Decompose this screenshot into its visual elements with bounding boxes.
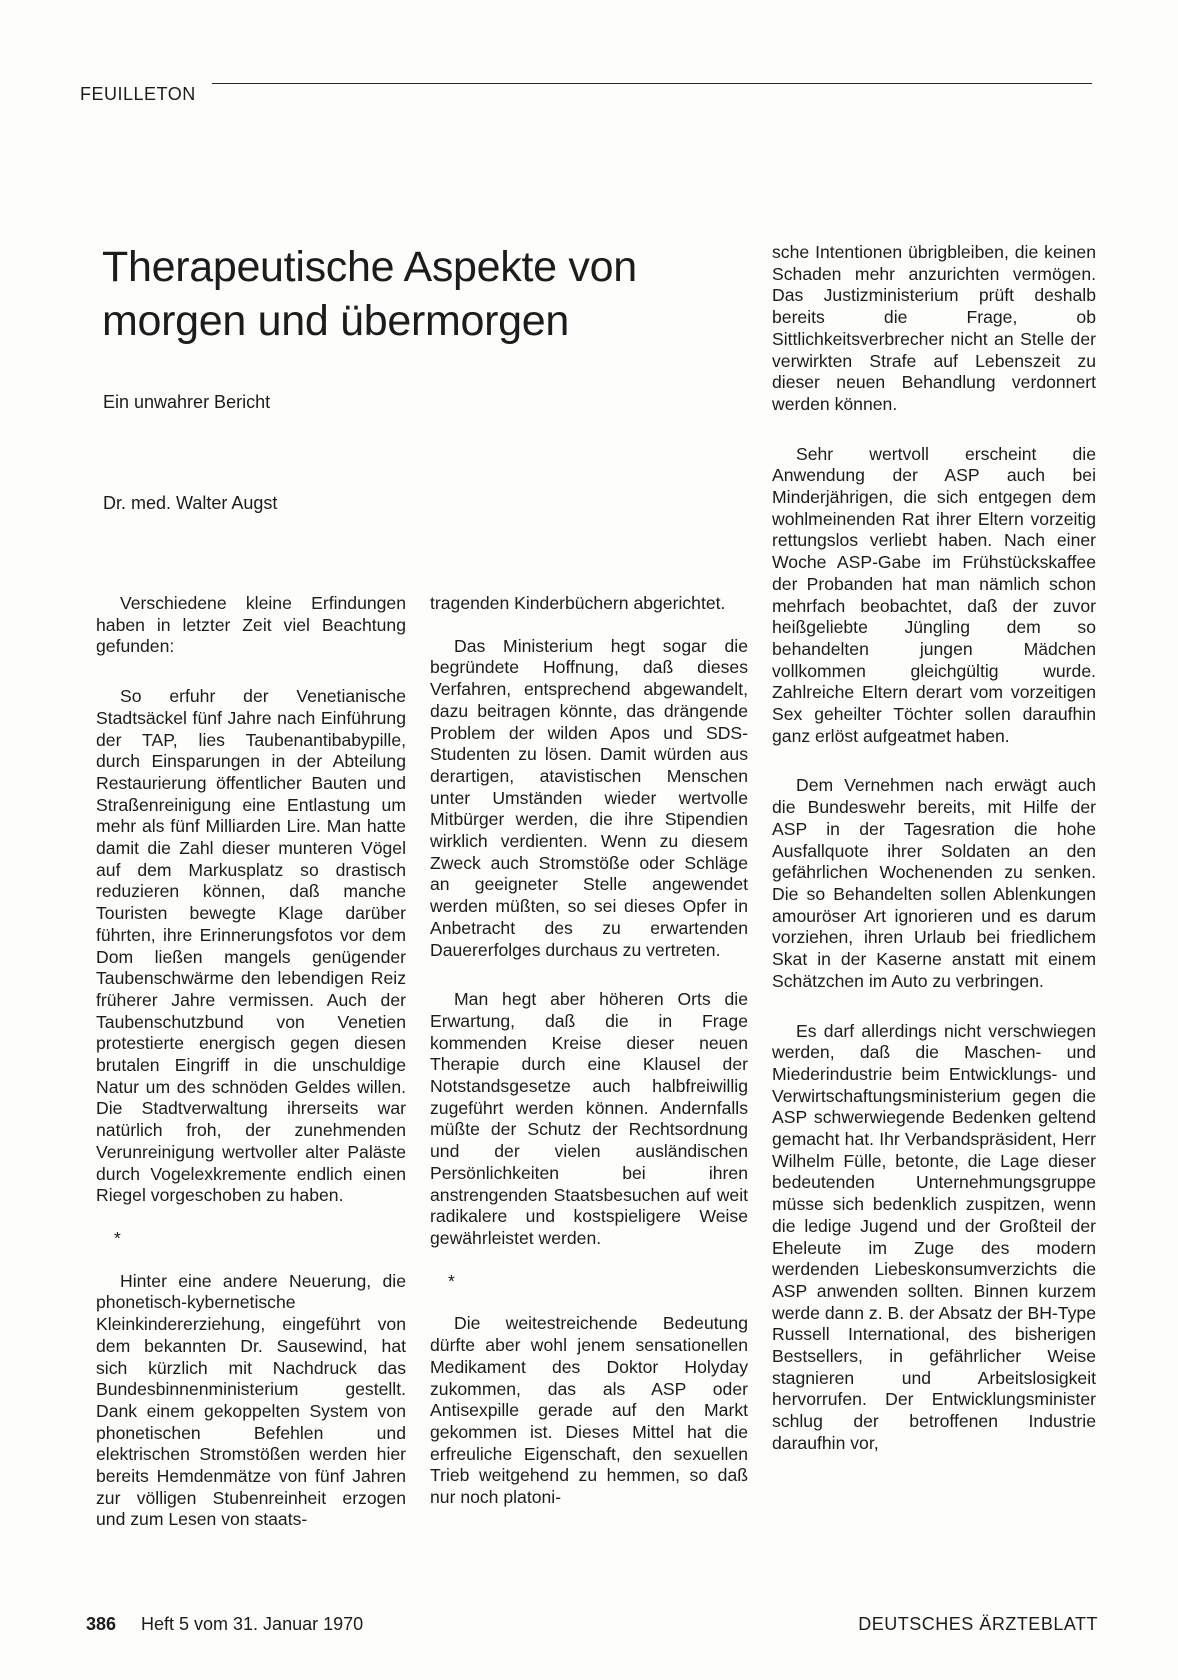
article-title: Therapeutische Aspekte von morgen und übermorgen (102, 243, 637, 345)
paragraph: tragenden Kinderbüchern abgerichtet. (430, 593, 726, 613)
paragraph: Die weitestreichende Bedeutung dürfte aber wohl jenem sensationellen Medikament des Doktor Holyday zukommen, das als ASP oder Antisexpille gerade auf den Markt gekommen ist. Dieses Mittel hat die erfreuliche Eigenschaft, den sexuellen Trieb weitgehend zu hemmen, so daß nur noch platoni- (430, 1313, 748, 1508)
header-rule (212, 83, 1092, 84)
section-separator: * (448, 1270, 455, 1291)
page-number: 386 (86, 1614, 117, 1634)
section-label: FEUILLETON (80, 84, 196, 104)
journal-name: DEUTSCHES ÄRZTEBLATT (858, 1614, 1098, 1634)
text-column-3 (772, 242, 1096, 1455)
section-separator: * (114, 1227, 121, 1248)
article-subtitle: Ein unwahrer Bericht (103, 392, 271, 412)
paragraph: Es darf allerdings nicht verschwiegen werden, daß die Maschen- und Miederindustrie beim Entwicklungs- und Verwirtschaftungsministerium gegen die ASP schwerwiegende Bedenken geltend gemacht hat. Ihr Verbandspräsident, Herr Wilhelm Fülle, betonte, die Lage dieser bedeutenden Unternehmungsgruppe müsse sich bedenklich zuspitzen, wenn die ledige Jugend und der Großteil der Eheleute im Zuge des modern werdenden Liebeskonsumverzichts die ASP anwenden sollten. Binnen kurzem werde dann z. B. der Absatz der BH-Type Russell International, des bisherigen Bestsellers, in gefährlicher Weise stagnieren und Arbeitslosigkeit hervorrufen. Der Entwicklungsminister schlug der betroffenen Industrie daraufhin vor, (772, 1020, 1096, 1453)
paragraph: Das Ministerium hegt sogar die begründete Hoffnung, daß dieses Verfahren, entsprechend abgewandelt, dazu beitragen könnte, das drängende Problem der wilden Apos und SDS-Studenten zu lösen. Damit würden aus derartigen, atavistischen Menschen unter Umständen wieder wertvolle Mitbürger werden, die ihre Stipendien wirklich verdienten. Wenn zu diesem Zweck auch Stromstöße oder Schläge an geeigneter Stelle angewendet werden müßten, so sei dieses Opfer in Anbetracht des zu erwartenden Dauererfolges durchaus zu vertreten. (430, 635, 748, 960)
paragraph: Dem Vernehmen nach erwägt auch die Bundeswehr bereits, mit Hilfe der ASP in der Tagesration die hohe Ausfallquote ihrer Soldaten an den gefährlichen Wochenenden zu senken. Die so Behandelten sollen Ablenkungen amouröser Art ignorieren und es darum vorziehen, ihren Urlaub bei friedlichem Skat in der Kaserne anstatt mit einem Schätzchen im Auto zu verbringen. (772, 775, 1096, 991)
paragraph: sche Intentionen übrigbleiben, die keinen Schaden mehr anzurichten vermögen. Das Justizministerium prüft deshalb bereits die Frage, ob Sittlichkeitsverbrecher nicht an Stelle der verwirkten Strafe auf Lebenszeit zu dieser neuen Behandlung verdonnert werden können. (772, 242, 1096, 414)
paragraph: So erfuhr der Venetianische Stadtsäckel fünf Jahre nach Einführung der TAP, lies Taubenantibabypille, durch Einsparungen in der Abteilung Restaurierung öffentlicher Bauten und Straßenreinigung eine Entlastung um mehr als fünf Milliarden Lire. Man hatte damit die Zahl dieser munteren Vögel auf dem Markusplatz so drastisch reduzieren können, daß manche Touristen bewegte Klage darüber führten, ihre Erinnerungsfotos vor dem Dom ließen mangels genügender Taubenschwärme den lebendigen Reiz früherer Jahre vermissen. Auch der Taubenschutzbund von Venetien protestierte energisch gegen diesen brutalen Eingriff in die unschuldige Natur um des schnöden Geldes willen. Die Stadtverwaltung ihrerseits war natürlich froh, der zunehmenden Verunreinigung wertvoller alter Paläste durch Vogelexkremente endlich einen Riegel vorgeschoben zu haben. (96, 686, 406, 1206)
paragraph: Man hegt aber höheren Orts die Erwartung, daß die in Frage kommenden Kreise dieser neuen Therapie durch eine Klausel der Notstandsgesetze auch halbfreiwillig zugeführt werden können. Andernfalls müßte der Schutz der Rechtsordnung und der vielen ausländischen Persönlichkeiten bei ihren anstrengenden Staatsbesuchen auf weit radikalere und kostspieligere Weise gewährleistet werden. (430, 989, 748, 1248)
paragraph: Verschiedene kleine Erfindungen haben in letzter Zeit viel Beachtung gefunden: (96, 593, 406, 657)
article-author: Dr. med. Walter Augst (103, 493, 278, 513)
paragraph: Sehr wertvoll erscheint die Anwendung der ASP auch bei Minderjährigen, die sich entgegen dem wohlmeinenden Rat ihrer Eltern vorzeitig rettungslos verliebt haben. Nach einer Woche ASP-Gabe im Frühstückskaffee der Probanden hat man nämlich schon mehrfach beobachtet, daß der zuvor heißgeliebte Jüngling dem so behandelten jungen Mädchen vollkommen gleichgültig wurde. Zahlreiche Eltern derart vom vorzeitigen Sex geheilter Töchter sollen daraufhin ganz erlöst aufgeatmet haben. (772, 443, 1096, 746)
paragraph: Hinter eine andere Neuerung, die phonetisch-kybernetische Kleinkindererziehung, eingeführt von dem bekannten Dr. Sausewind, hat sich kürzlich mit Nachdruck das Bundesbinnenministerium gestellt. Dank einem gekoppelten System von phonetischen Befehlen und elektrischen Stromstößen werden hier bereits Hemdenmätze von fünf Jahren zur völligen Stubenreinheit erzogen und zum Lesen von staats- (96, 1270, 406, 1530)
text-column-2 (430, 593, 748, 1509)
issue-info: Heft 5 vom 31. Januar 1970 (141, 1614, 364, 1634)
text-column-1 (96, 593, 406, 1531)
